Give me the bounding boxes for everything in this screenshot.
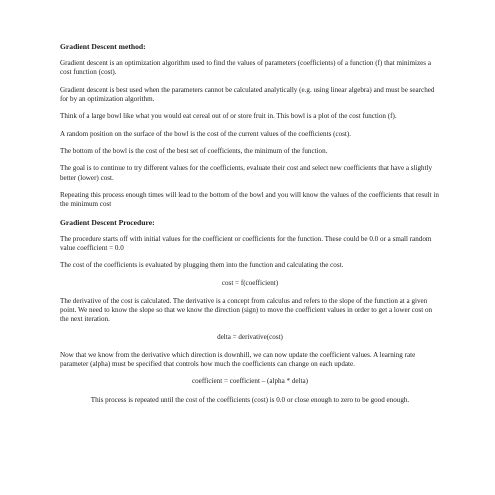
formula-cost: cost = f(coefficient) <box>221 278 279 287</box>
paragraph: The goal is to continue to try different values for the coefficients, evaluate their cost and select new coefficients that have a slightly better (lower) cost. <box>60 164 433 182</box>
paragraph: Think of a large bowl like what you would eat cereal out of or store fruit in. This bowl is a plot of the cost function (f). <box>60 112 397 121</box>
paragraph: The cost of the coefficients is evaluated by plugging them into the function and calculating the cost. <box>60 261 344 270</box>
paragraph: Repeating this process enough times will lead to the bottom of the bowl and you will know the values of the coefficients that result in the minimum cost <box>60 190 439 209</box>
formula-delta: delta = derivative(cost) <box>217 332 283 341</box>
formula-update: coefficient = coefficient – (alpha * delta) <box>191 377 308 386</box>
paragraph: Now that we know from the derivative which direction is downhill, we can now update the coefficient values. A learning rate parameter (alpha) must be specified that controls how much the coefficients can change on each update. <box>60 350 416 368</box>
paragraph: The procedure starts off with initial values for the coefficient or coefficients for the function. These could be 0.0 or a small random value coefficient = 0.0 <box>60 234 432 252</box>
document-content <box>60 42 440 413</box>
paragraph: The derivative of the cost is calculated. The derivative is a concept from calculus and refers to the slope of the function at a given point. We need to know the slope so that we know the direction (sign) to move the coefficient values in order to get a lower cost on the next iteration. <box>60 296 433 324</box>
section-heading-procedure: Gradient Descent Procedure: <box>60 217 155 227</box>
paragraph: Gradient descent is best used when the parameters cannot be calculated analytically (e.g. using linear algebra) and must be searched for by an optimization algorithm. <box>60 85 435 103</box>
paragraph-conclusion: This process is repeated until the cost of the coefficients (cost) is 0.0 or close enough to zero to be good enough. <box>90 395 410 404</box>
paragraph: The bottom of the bowl is the cost of the best set of coefficients, the minimum of the function. <box>60 146 328 155</box>
paragraph: A random position on the surface of the bowl is the cost of the current values of the coefficients (cost). <box>60 129 352 138</box>
paragraph: Gradient descent is an optimization algorithm used to find the values of parameters (coefficients) of a function (f) that minimizes a cost function (cost). <box>60 59 431 77</box>
section-heading-method: Gradient Descent method: <box>60 42 146 51</box>
